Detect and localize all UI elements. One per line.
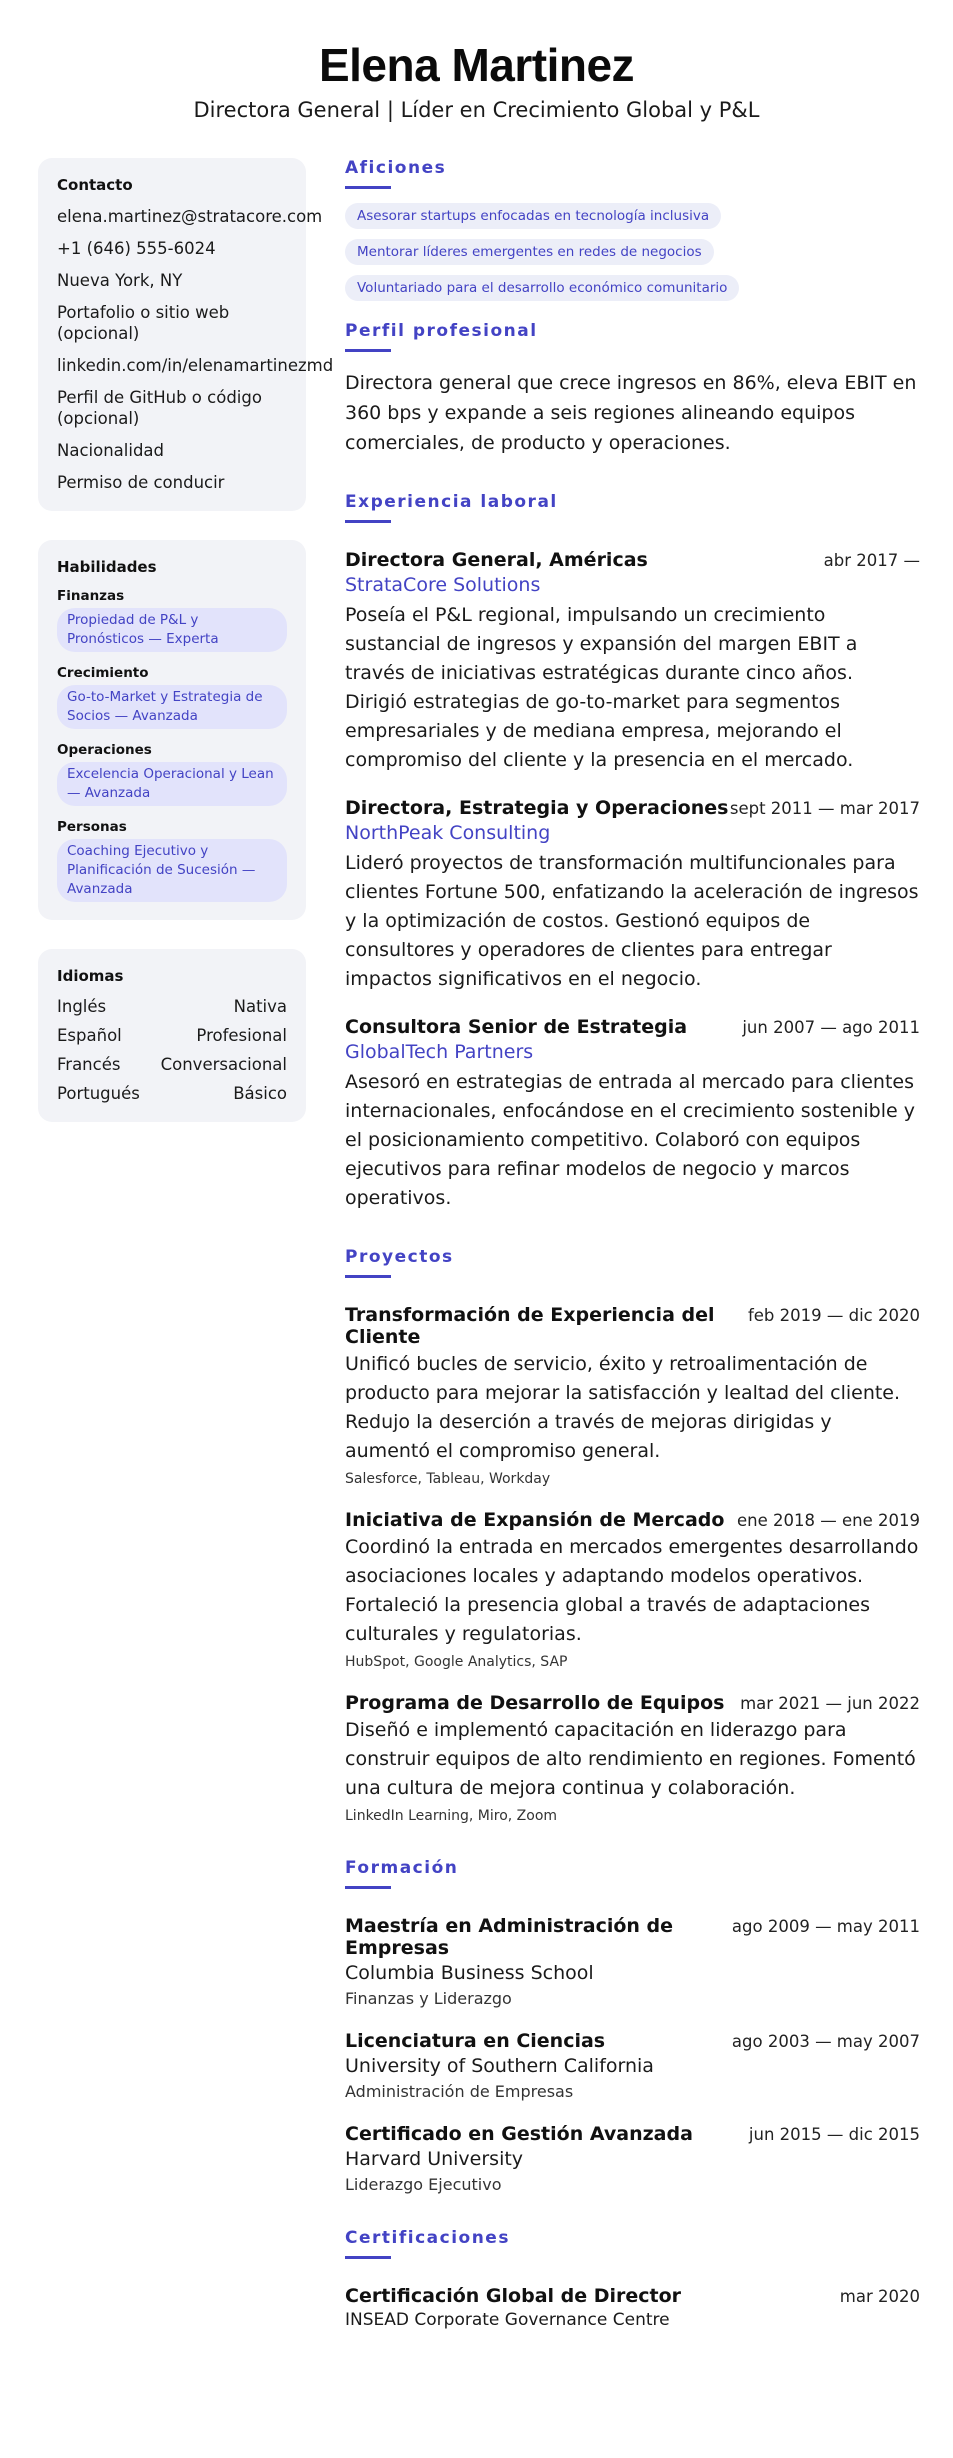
contact-linkedin[interactable]: linkedin.com/in/elenamartinezmd xyxy=(57,356,334,375)
contact-list xyxy=(57,206,334,493)
project-tech: Salesforce, Tableau, Workday xyxy=(345,1471,551,1487)
contact-nationality: Nacionalidad xyxy=(57,441,165,460)
profile-section xyxy=(345,321,920,458)
skill-pill: Excelencia Operacional y Lean — Avanzada xyxy=(57,762,287,806)
sidebar xyxy=(38,158,334,1122)
job-title: Consultora Senior de Estrategia xyxy=(345,1016,688,1038)
language-row xyxy=(57,1055,287,1075)
section-title-projects: Proyectos xyxy=(345,1247,454,1267)
entry-header xyxy=(345,1692,920,1714)
contact-github[interactable]: Perfil de GitHub o código (opcional) xyxy=(57,388,262,428)
languages-card xyxy=(38,949,306,1122)
entry-header xyxy=(345,1509,920,1531)
institution-name: Columbia Business School xyxy=(345,1962,594,1984)
contact-phone[interactable]: +1 (646) 555-6024 xyxy=(57,239,216,258)
job-dates: sept 2011 — mar 2017 xyxy=(729,799,920,818)
education-entry xyxy=(345,2030,920,2101)
degree-title: Maestría en Administración de Empresas xyxy=(345,1915,674,1959)
company-name: NorthPeak Consulting xyxy=(345,822,551,844)
language-level: Conversacional xyxy=(160,1055,287,1074)
education-entry xyxy=(345,1915,920,2008)
candidate-subtitle: Directora General | Líder en Crecimiento Global y P&L xyxy=(193,98,760,122)
education-section xyxy=(345,1858,920,2194)
section-title-experience: Experiencia laboral xyxy=(345,492,558,512)
experience-entry xyxy=(345,797,920,994)
project-entry xyxy=(345,1304,920,1487)
company-name: GlobalTech Partners xyxy=(345,1041,534,1063)
hobby-pill: Voluntariado para el desarrollo económico comunitario xyxy=(345,275,739,301)
language-name: Francés xyxy=(57,1055,121,1074)
skills-title: Habilidades xyxy=(57,558,157,576)
project-title: Transformación de Experiencia del Cliente xyxy=(345,1304,715,1348)
job-description: Lideró proyectos de transformación multifuncionales para clientes Fortune 500, enfatizando la aceleración de ingresos y la optimización de costos. Gestionó equipos de consultores y operadores de clientes para entregar impactos significativos en el negocio. xyxy=(345,852,919,990)
language-row xyxy=(57,997,287,1017)
skill-category: Personas xyxy=(57,819,127,835)
language-name: Portugués xyxy=(57,1084,140,1103)
languages-title: Idiomas xyxy=(57,967,124,985)
language-level: Profesional xyxy=(196,1026,287,1045)
entry-header xyxy=(345,1304,920,1348)
contact-location: Nueva York, NY xyxy=(57,271,183,290)
project-dates: feb 2019 — dic 2020 xyxy=(747,1306,920,1325)
entry-header xyxy=(345,1016,920,1038)
projects-section xyxy=(345,1247,920,1824)
job-title: Directora General, Américas xyxy=(345,549,648,571)
degree-dates: jun 2015 — dic 2015 xyxy=(748,2125,920,2144)
section-rule xyxy=(345,349,391,352)
entry-header xyxy=(345,2285,920,2307)
certification-entry xyxy=(345,2285,920,2330)
project-description: Diseñó e implementó capacitación en liderazgo para construir equipos de alto rendimiento en regiones. Fomentó una cultura de mejora continua y colaboración. xyxy=(345,1719,916,1799)
degree-dates: ago 2009 — may 2011 xyxy=(731,1917,920,1936)
project-title: Iniciativa de Expansión de Mercado xyxy=(345,1509,725,1531)
education-entry xyxy=(345,2123,920,2194)
institution-name: University of Southern California xyxy=(345,2055,654,2077)
language-row xyxy=(57,1026,287,1046)
skill-category: Operaciones xyxy=(57,742,152,758)
experience-entry xyxy=(345,1016,920,1213)
certification-issuer: INSEAD Corporate Governance Centre xyxy=(345,2310,670,2330)
hobby-pill: Mentorar líderes emergentes en redes de negocios xyxy=(345,239,714,265)
institution-name: Harvard University xyxy=(345,2148,524,2170)
job-description: Poseía el P&L regional, impulsando un crecimiento sustancial de ingresos y expansión del margen EBIT a través de iniciativas estratégicas durante cinco años. Dirigió estrategias de go-to-market para segmentos empresariales y de mediana empresa, mejorando el compromiso del cliente y la presencia en el mercado. xyxy=(345,604,858,771)
degree-dates: ago 2003 — may 2007 xyxy=(731,2032,920,2051)
language-level: Básico xyxy=(233,1084,287,1103)
skill-pill: Propiedad de P&L y Pronósticos — Experta xyxy=(57,608,287,652)
degree-field: Administración de Empresas xyxy=(345,2082,574,2101)
resume-header xyxy=(0,38,953,122)
section-rule xyxy=(345,186,391,189)
skill-group xyxy=(57,588,287,652)
project-title: Programa de Desarrollo de Equipos xyxy=(345,1692,725,1714)
experience-entry xyxy=(345,549,920,775)
project-tech: LinkedIn Learning, Miro, Zoom xyxy=(345,1808,558,1824)
degree-title: Licenciatura en Ciencias xyxy=(345,2030,606,2052)
job-description: Asesoró en estrategias de entrada al mercado para clientes internacionales, enfocándose en el crecimiento sostenible y el posicionamiento competitivo. Colaboró con equipos ejecutivos para refinar modelos de negocio y marcos operativos. xyxy=(345,1071,915,1209)
project-dates: ene 2018 — ene 2019 xyxy=(737,1511,920,1530)
entry-header xyxy=(345,797,920,819)
profile-summary: Directora general que crece ingresos en 86%, eleva EBIT en 360 bps y expande a seis regiones alineando equipos comerciales, de producto y operaciones. xyxy=(345,372,917,454)
project-entry xyxy=(345,1692,920,1824)
section-title-profile: Perfil profesional xyxy=(345,321,538,341)
job-dates: abr 2017 — xyxy=(823,551,920,570)
skills-card xyxy=(38,540,306,920)
experience-section xyxy=(345,492,920,1213)
certifications-section xyxy=(345,2228,920,2330)
project-dates: mar 2021 — jun 2022 xyxy=(740,1694,920,1713)
contact-title: Contacto xyxy=(57,176,133,194)
section-rule xyxy=(345,520,391,523)
contact-portfolio[interactable]: Portafolio o sitio web (opcional) xyxy=(57,303,230,343)
project-entry xyxy=(345,1509,920,1670)
skill-group xyxy=(57,665,287,729)
candidate-name: Elena Martinez xyxy=(318,39,635,91)
skill-category: Finanzas xyxy=(57,588,125,604)
language-name: Español xyxy=(57,1026,122,1045)
hobbies-section xyxy=(345,158,920,301)
entry-header xyxy=(345,1915,920,1959)
section-title-certifications: Certificaciones xyxy=(345,2228,510,2248)
degree-field: Liderazgo Ejecutivo xyxy=(345,2175,502,2194)
section-title-hobbies: Aficiones xyxy=(345,158,447,178)
degree-field: Finanzas y Liderazgo xyxy=(345,1989,512,2008)
language-row xyxy=(57,1084,287,1104)
project-description: Unificó bucles de servicio, éxito y retroalimentación de producto para mejorar la satisfacción y lealtad del cliente. Redujo la deserción a través de mejoras dirigidas y aumentó el compromiso general. xyxy=(345,1353,901,1462)
language-level: Nativa xyxy=(233,997,287,1016)
contact-card xyxy=(38,158,334,511)
section-rule xyxy=(345,1275,391,1278)
contact-email[interactable]: elena.martinez@stratacore.com xyxy=(57,207,323,226)
project-description: Coordinó la entrada en mercados emergentes desarrollando asociaciones locales y adaptando modelos operativos. Fortaleció la presencia global a través de adaptaciones culturales y regulatorias. xyxy=(345,1536,919,1645)
certification-title: Certificación Global de Director xyxy=(345,2285,682,2307)
main-content xyxy=(345,158,920,2330)
section-title-education: Formación xyxy=(345,1858,459,1878)
job-dates: jun 2007 — ago 2011 xyxy=(742,1018,920,1037)
project-tech: HubSpot, Google Analytics, SAP xyxy=(345,1654,568,1670)
skill-pill: Go-to-Market y Estrategia de Socios — Avanzada xyxy=(57,685,287,729)
entry-header xyxy=(345,2030,920,2052)
contact-driving-license: Permiso de conducir xyxy=(57,473,225,492)
skill-group xyxy=(57,742,287,806)
language-name: Inglés xyxy=(57,997,107,1016)
skill-pill: Coaching Ejecutivo y Planificación de Sucesión — Avanzada xyxy=(57,839,287,902)
entry-header xyxy=(345,549,920,571)
skill-group xyxy=(57,819,287,902)
entry-header xyxy=(345,2123,920,2145)
skill-category: Crecimiento xyxy=(57,665,149,681)
company-name: StrataCore Solutions xyxy=(345,574,541,596)
degree-title: Certificado en Gestión Avanzada xyxy=(345,2123,693,2145)
certification-date: mar 2020 xyxy=(839,2287,920,2306)
section-rule xyxy=(345,1886,391,1889)
section-rule xyxy=(345,2256,391,2259)
hobby-pill: Asesorar startups enfocadas en tecnología inclusiva xyxy=(345,203,721,229)
job-title: Directora, Estrategia y Operaciones xyxy=(345,797,729,819)
hobby-list xyxy=(345,203,920,301)
